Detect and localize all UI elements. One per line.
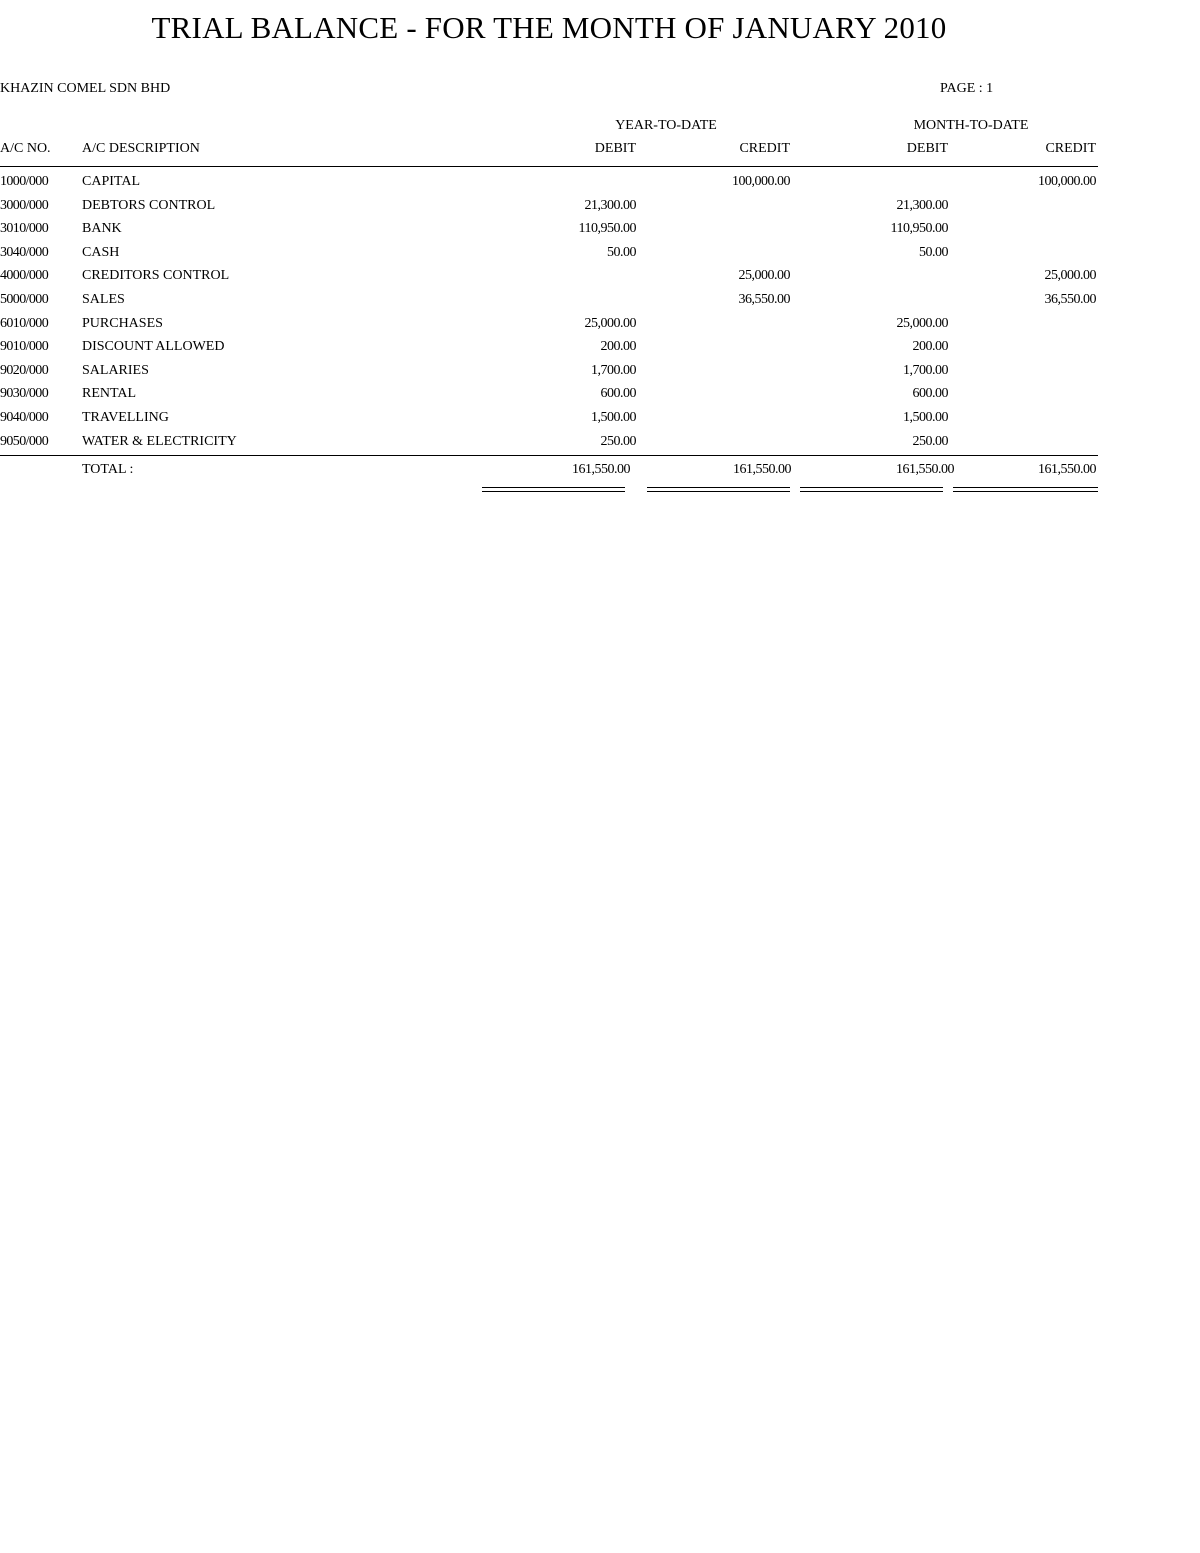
- ytd-debit-cell: 1,700.00: [591, 362, 636, 378]
- total-ytd-credit: 161,550.00: [733, 462, 791, 477]
- mtd-credit-cell: 25,000.00: [1044, 268, 1096, 284]
- account-rows: [0, 172, 1098, 455]
- table-row: [0, 384, 1098, 408]
- ytd-debit-cell: 1,500.00: [591, 409, 636, 425]
- ac-no-cell: 9040/000: [0, 409, 49, 425]
- ac-description-cell: PURCHASES: [82, 315, 163, 331]
- table-row: [0, 290, 1098, 314]
- double-underline-ytd-debit: [482, 487, 625, 492]
- mtd-debit-cell: 250.00: [912, 433, 948, 449]
- ac-no-cell: 3010/000: [0, 221, 49, 237]
- table-row: [0, 219, 1098, 243]
- total-ytd-debit: 161,550.00: [572, 462, 630, 477]
- ytd-credit-cell: 25,000.00: [738, 268, 790, 284]
- ac-description-cell: DEBTORS CONTROL: [82, 197, 216, 213]
- table-row: [0, 266, 1098, 290]
- ac-description-cell: BANK: [82, 221, 122, 237]
- ac-description-cell: CAPITAL: [82, 174, 140, 189]
- table-row: [0, 196, 1098, 220]
- ac-no-cell: 9020/000: [0, 362, 49, 378]
- ytd-debit-cell: 21,300.00: [584, 197, 636, 213]
- table-row: [0, 314, 1098, 338]
- ac-no-cell: 4000/000: [0, 268, 49, 284]
- mtd-credit-cell: 100,000.00: [1038, 174, 1096, 189]
- ac-description-cell: RENTAL: [82, 386, 137, 402]
- table-row: [0, 172, 1098, 196]
- mtd-credit-column-header: CREDIT: [1045, 141, 1096, 156]
- ytd-credit-cell: 36,550.00: [738, 291, 790, 307]
- month-to-date-header: MONTH-TO-DATE: [913, 118, 1029, 133]
- double-underline-mtd-credit: [953, 487, 1098, 492]
- ac-description-cell: WATER & ELECTRICITY: [82, 433, 237, 449]
- table-row: [0, 361, 1098, 385]
- mtd-debit-cell: 110,950.00: [890, 221, 948, 237]
- mtd-debit-cell: 50.00: [919, 244, 948, 260]
- ac-description-cell: CASH: [82, 244, 120, 260]
- ac-description-cell: CREDITORS CONTROL: [82, 268, 230, 284]
- ac-description-cell: SALES: [82, 291, 125, 307]
- ac-description-cell: TRAVELLING: [82, 409, 169, 425]
- ytd-debit-cell: 250.00: [600, 433, 636, 449]
- mtd-debit-cell: 21,300.00: [896, 197, 948, 213]
- table-row: [0, 337, 1098, 361]
- ytd-debit-cell: 600.00: [600, 386, 636, 402]
- ac-description-cell: SALARIES: [82, 362, 149, 378]
- ac-no-cell: 6010/000: [0, 315, 49, 331]
- ac-no-cell: 9050/000: [0, 433, 49, 449]
- total-divider: [0, 455, 1098, 456]
- mtd-debit-cell: 600.00: [912, 386, 948, 402]
- double-underline-mtd-debit: [800, 487, 943, 492]
- ac-no-column-header: A/C NO.: [0, 141, 51, 156]
- double-underline-ytd-credit: [647, 487, 790, 492]
- ac-no-cell: 5000/000: [0, 291, 49, 307]
- page-number: PAGE : 1: [940, 81, 994, 96]
- table-row: [0, 408, 1098, 432]
- ac-no-cell: 9010/000: [0, 339, 49, 355]
- year-to-date-header: YEAR-TO-DATE: [615, 118, 717, 133]
- table-row: [0, 243, 1098, 267]
- mtd-debit-cell: 25,000.00: [896, 315, 948, 331]
- report-title: TRIAL BALANCE - FOR THE MONTH OF JANUARY 2010: [151, 10, 947, 45]
- ytd-debit-column-header: DEBIT: [594, 141, 636, 156]
- ac-description-column-header: A/C DESCRIPTION: [82, 141, 200, 156]
- ac-no-cell: 3000/000: [0, 197, 49, 213]
- total-mtd-credit: 161,550.00: [1038, 462, 1096, 477]
- ytd-debit-cell: 25,000.00: [584, 315, 636, 331]
- ytd-debit-cell: 200.00: [600, 339, 636, 355]
- ac-no-cell: 9030/000: [0, 386, 49, 402]
- mtd-debit-cell: 1,500.00: [903, 409, 948, 425]
- company-name: KHAZIN COMEL SDN BHD: [0, 81, 171, 96]
- total-row: [0, 462, 1098, 484]
- mtd-debit-cell: 1,700.00: [903, 362, 948, 378]
- ac-no-cell: 1000/000: [0, 174, 49, 189]
- total-mtd-debit: 161,550.00: [896, 462, 954, 477]
- ytd-credit-cell: 100,000.00: [732, 174, 790, 189]
- mtd-credit-cell: 36,550.00: [1044, 291, 1096, 307]
- ac-description-cell: DISCOUNT ALLOWED: [82, 339, 225, 355]
- ytd-debit-cell: 110,950.00: [578, 221, 636, 237]
- mtd-debit-column-header: DEBIT: [906, 141, 948, 156]
- ytd-debit-cell: 50.00: [607, 244, 636, 260]
- ytd-credit-column-header: CREDIT: [739, 141, 790, 156]
- mtd-debit-cell: 200.00: [912, 339, 948, 355]
- header-divider: [0, 166, 1098, 167]
- table-row: [0, 432, 1098, 456]
- total-label: TOTAL :: [82, 462, 134, 477]
- ac-no-cell: 3040/000: [0, 244, 49, 260]
